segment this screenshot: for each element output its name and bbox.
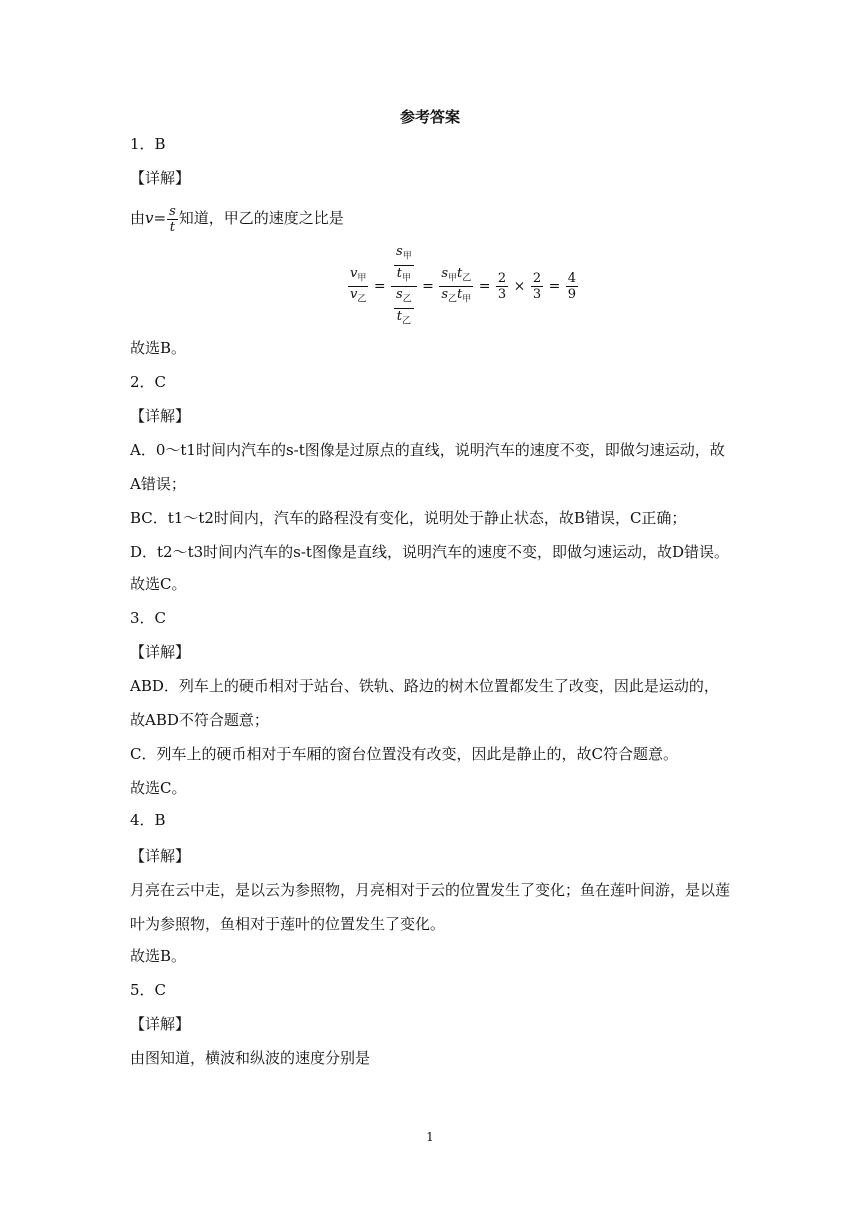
q5-detail-heading: 【详解】 xyxy=(130,1015,191,1033)
q3-option-c: C．列车上的硬币相对于车厢的窗台位置没有改变，因此是静止的，故C符合题意。 xyxy=(130,745,678,763)
q3-option-abd-line1: ABD．列车上的硬币相对于站台、铁轨、路边的树木位置都发生了改变，因此是运动的， xyxy=(130,677,719,695)
q2-detail-heading: 【详解】 xyxy=(130,407,191,425)
q1-answer: 1．B xyxy=(130,135,166,153)
q3-conclusion: 故选C。 xyxy=(130,779,187,797)
q2-option-a-line1: A．0～t1时间内汽车的s-t图像是过原点的直线，说明汽车的速度不变，即做匀速运动，故 xyxy=(130,441,725,459)
q3-option-abd-line2: 故ABD不符合题意； xyxy=(130,711,269,729)
speed-formula-fraction: $\frac{s}{t}$ xyxy=(169,203,176,235)
q1-intro: 由v= $\frac{s}{t}$ 知道，甲乙的速度之比是 xyxy=(130,203,344,235)
q4-text-line1: 月亮在云中走，是以云为参照物，月亮相对于云的位置发生了变化；鱼在莲叶间游，是以莲 xyxy=(130,881,731,899)
q5-text-line1: 由图知道，横波和纵波的速度分别是 xyxy=(130,1049,371,1067)
ratio-result-fraction: $\frac{4}{9}$ xyxy=(567,271,577,303)
q2-option-bc: BC．t1～t2时间内，汽车的路程没有变化，说明处于静止状态，故B错误，C正确； xyxy=(130,509,687,527)
speed-ratio-formula: $\frac{v_甲}{v_乙}$ = $\frac{\frac{s_甲}{t_甲}}{\frac{s_乙}{t_乙}}$ = $\frac{s_甲t_乙}{s_乙t_甲}$ = $\frac{2}{3}$ × $\frac{2}{3}$ = $\frac{4}{9}$ xyxy=(347,244,579,329)
q2-option-d: D．t2～t3时间内汽车的s-t图像是直线，说明汽车的速度不变，即做匀速运动，故D错误。 xyxy=(130,543,729,561)
q3-answer: 3．C xyxy=(130,609,167,627)
q4-text-line2: 叶为参照物，鱼相对于莲叶的位置发生了变化。 xyxy=(130,915,446,933)
q1-conclusion: 故选B。 xyxy=(130,339,187,357)
q4-detail-heading: 【详解】 xyxy=(130,847,191,865)
ratio-product-fraction: $\frac{s_甲t_乙}{s_乙t_甲}$ xyxy=(441,265,472,305)
q2-conclusion: 故选C。 xyxy=(130,575,187,593)
page-title: 参考答案 xyxy=(399,108,460,126)
q3-detail-heading: 【详解】 xyxy=(130,643,191,661)
ratio-compound-fraction: $\frac{\frac{s_甲}{t_甲}}{\frac{s_乙}{t_乙}}$ xyxy=(391,244,417,329)
q1-intro-pre: 由 xyxy=(130,209,146,227)
q4-answer: 4．B xyxy=(130,811,166,829)
q1-detail-heading: 【详解】 xyxy=(130,169,191,187)
velocity-symbol: v xyxy=(145,209,154,227)
q2-option-a-line2: A错误； xyxy=(130,475,186,493)
q4-conclusion: 故选B。 xyxy=(130,947,187,965)
page-number: 1 xyxy=(426,1130,434,1144)
q5-answer: 5．C xyxy=(130,981,167,999)
ratio-v-fraction: $\frac{v_甲}{v_乙}$ xyxy=(350,265,367,305)
q2-answer: 2．C xyxy=(130,373,167,391)
q1-intro-post: 知道，甲乙的速度之比是 xyxy=(178,209,344,227)
